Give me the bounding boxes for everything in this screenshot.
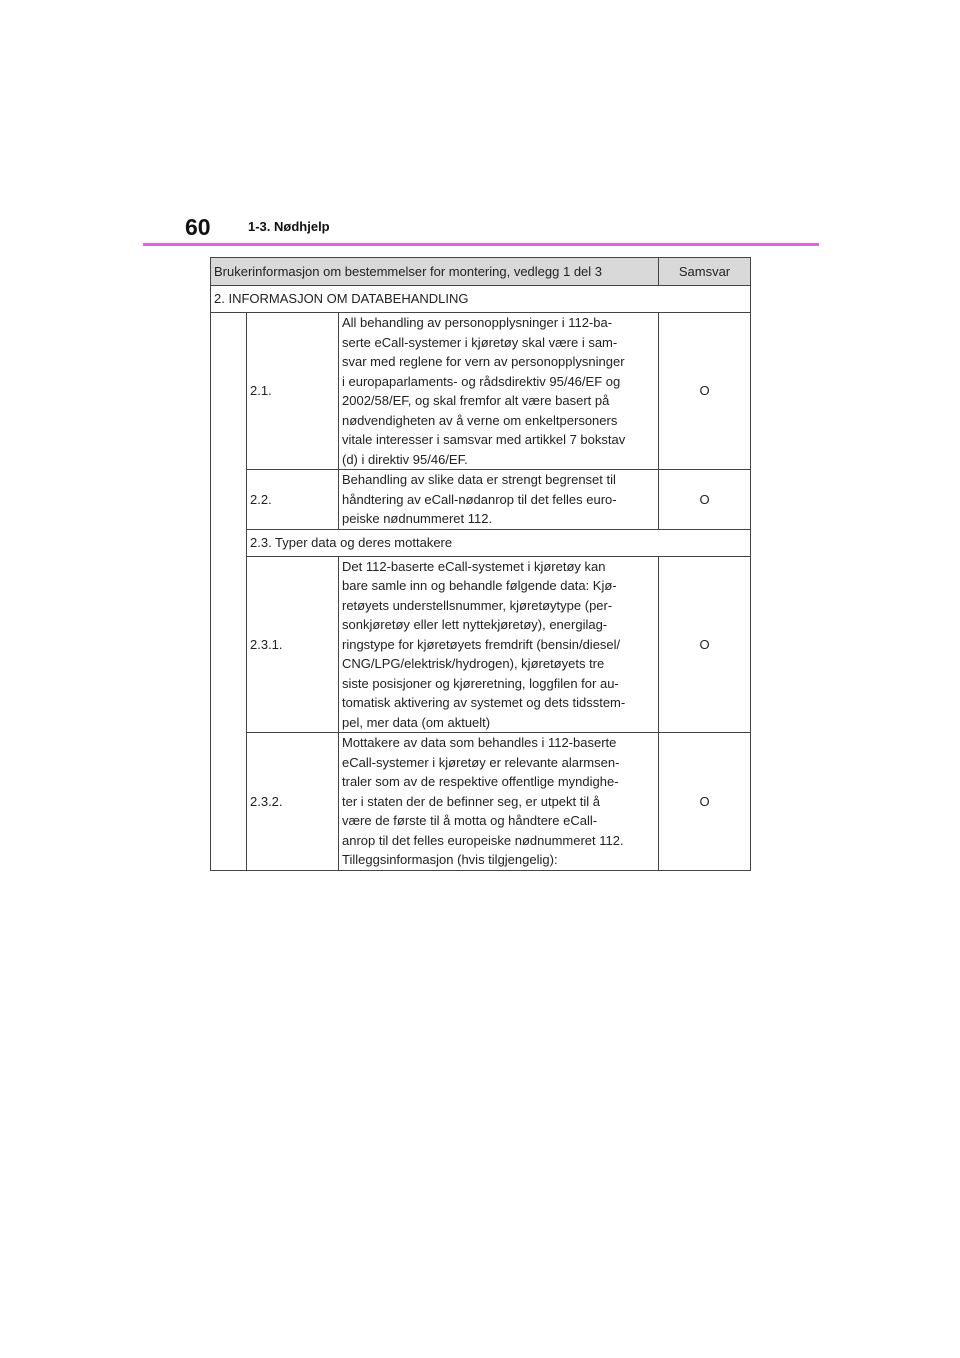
section-heading-row <box>211 286 751 313</box>
row-compliance: O <box>659 313 751 470</box>
row-number: 2.1. <box>247 313 339 470</box>
row-text-content: Behandling av slike data er strengt begrenset til håndtering av eCall-nødanrop til det felles euro- peiske nødnummeret 112. <box>342 472 617 526</box>
row-text-content: Mottakere av data som behandles i 112-baserte eCall-systemer i kjøretøy er relevante alarmsen- traler som av de respektive offentlige myndighe- ter i staten der de befinner seg, er utpekt til å være de første til å motta og håndtere eCall- anrop til det felles europeiske nødnummeret 112. Tilleggsinformasjon (hvis tilgjengelig): <box>342 735 624 867</box>
header-rule <box>143 243 819 246</box>
column-header-compliance: Samsvar <box>659 258 751 286</box>
row-number: 2.3.1. <box>247 556 339 733</box>
row-compliance: O <box>659 470 751 530</box>
row-text <box>339 470 659 530</box>
table-row <box>211 313 751 470</box>
row-number: 2.2. <box>247 470 339 530</box>
table-row <box>211 556 751 733</box>
subheading-row <box>211 529 751 556</box>
row-compliance: O <box>659 556 751 733</box>
table-row <box>211 470 751 530</box>
row-number: 2.3.2. <box>247 733 339 871</box>
table-row <box>211 733 751 871</box>
row-text <box>339 556 659 733</box>
table-header-row <box>211 258 751 286</box>
section-title: 1-3. Nødhjelp <box>248 219 330 234</box>
row-text <box>339 733 659 871</box>
column-header-info: Brukerinformasjon om bestemmelser for montering, vedlegg 1 del 3 <box>211 258 659 286</box>
subheading: 2.3. Typer data og deres mottakere <box>247 529 751 556</box>
regulation-table <box>210 257 751 871</box>
page-number: 60 <box>185 214 211 240</box>
row-compliance: O <box>659 733 751 871</box>
indent-cell <box>211 313 247 871</box>
row-text-content: Det 112-baserte eCall-systemet i kjøretøy kan bare samle inn og behandle følgende data: Kjø- retøyets understellsnummer, kjøretøytype (per- sonkjøretøy eller lett nyttekjøretøy), energilag- ringstype for kjøretøyets fremdrift (bensin/diesel/ CNG/LPG/elektrisk/hydrogen), kjøretøyets tre siste posisjoner og kjøreretning, loggfilen for au- tomatisk aktivering av systemet og dets tidsstem- pel, mer data (om aktuelt) <box>342 558 626 730</box>
row-text <box>339 313 659 470</box>
row-text-content: All behandling av personopplysninger i 112-ba- serte eCall-systemer i kjøretøy skal være i sam- svar med reglene for vern av personopplysninger i europaparlaments- og rådsdirektiv 95/46/EF og 2002/58/EF, og skal fremfor alt være basert på nødvendigheten av å verne om enkeltpersoners vitale interesser i samsvar med artikkel 7 bokstav (d) i direktiv 95/46/EF. <box>342 315 626 467</box>
section-heading: 2. INFORMASJON OM DATABEHANDLING <box>211 286 751 313</box>
